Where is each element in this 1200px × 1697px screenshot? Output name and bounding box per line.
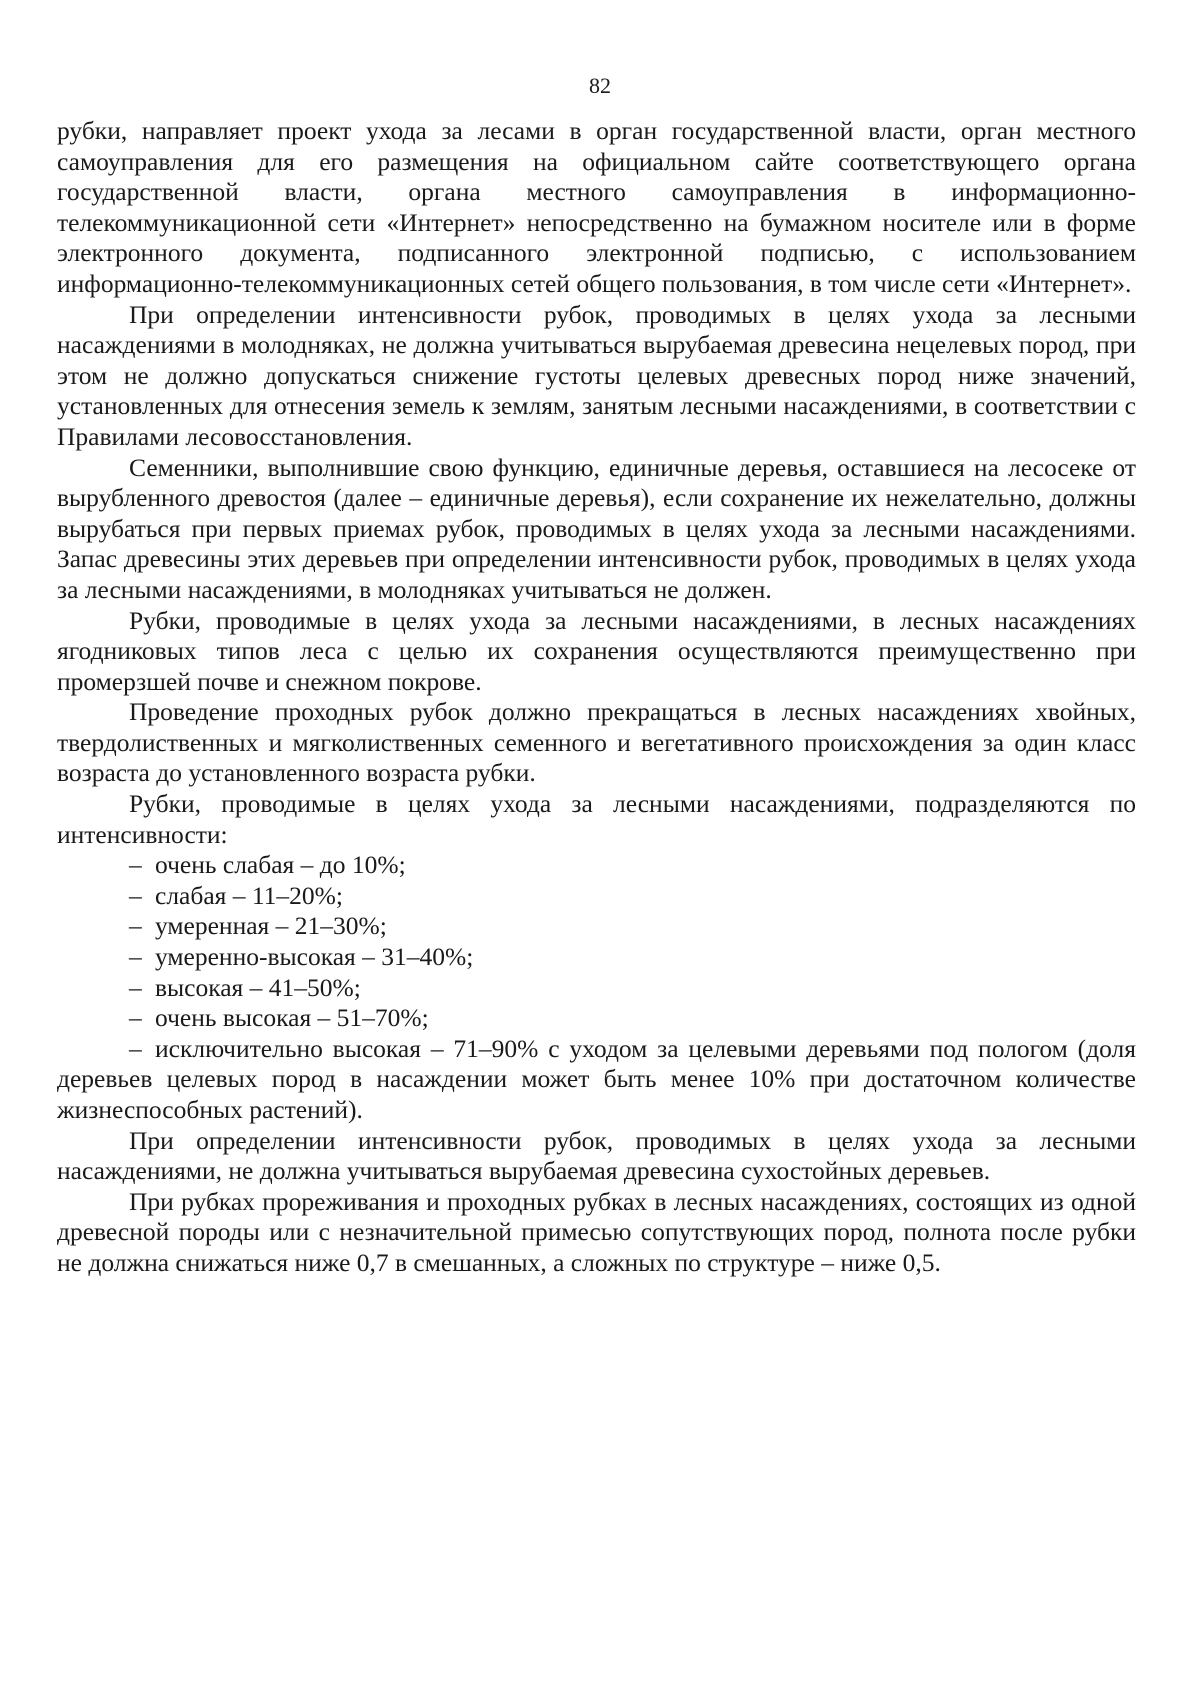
page-number: 82 [589, 73, 611, 98]
list-item [57, 1003, 1136, 1034]
intensity-list [57, 850, 1136, 1125]
list-item-text: умеренная – 21–30%; [155, 911, 387, 941]
document-body [57, 116, 1136, 1279]
list-item-text: высокая – 41–50%; [155, 972, 361, 1002]
list-item [57, 973, 1136, 1004]
list-dash: – [129, 942, 142, 972]
list-item-text: умеренно-высокая – 31–40%; [155, 942, 474, 972]
list-dash: – [129, 850, 142, 880]
list-item-text: исключительно высокая – 71–90% с уходом за целевыми деревьями под пологом (доля деревьев целевых пород в насаждении может быть менее 10% при достаточном количестве жизнеспособных растений). [57, 1033, 1136, 1124]
paragraph-intensity-intro: Рубки, проводимые в целях ухода за лесными насаждениями, подразделяются по интенсивности: [57, 789, 1136, 849]
paragraph-berry-forest-types: Рубки, проводимые в целях ухода за лесными насаждениями, в лесных насаждениях ягодниковых типов леса с целью их сохранения осуществляются преимущественно при промерзшей почве и снежном покрове. [57, 605, 1136, 696]
list-item-text: очень высокая – 51–70%; [155, 1003, 429, 1033]
paragraph-intensity-young-stands: При определении интенсивности рубок, проводимых в целях ухода за лесными насаждениями в молодняках, не должна учитываться вырубаемая древесина нецелевых пород, при этом не должно допускаться снижение густоты целевых древесных пород ниже значений, установленных для отнесения земель к землям, занятым лесными насаждениями, в соответствии с Правилами лесовосстановления. [57, 299, 1136, 451]
list-item [57, 911, 1136, 942]
paragraph-stand-density: При рубках прореживания и проходных рубках в лесных насаждениях, состоящих из одной древесной породы или с незначительной примесью сопутствующих пород, полнота после рубки не должна снижаться ниже 0,7 в смешанных, а сложных по структуре – ниже 0,5. [57, 1186, 1136, 1277]
list-item [57, 850, 1136, 881]
list-dash: – [129, 880, 142, 910]
list-item-text: слабая – 11–20%; [155, 880, 344, 910]
paragraph-continuation: рубки, направляет проект ухода за лесами в орган государственной власти, орган местного самоуправления для его размещения на официальном сайте соответствующего органа государственной власти, органа местного самоуправления в информационно-телекоммуникационной сети «Интернет» непосредственно на бумажном носителе или в форме электронного документа, подписанного электронной подписью, с использованием информационно-телекоммуникационных сетей общего пользования, в том числе сети «Интернет». [57, 116, 1136, 298]
paragraph-thinning-cessation: Проведение проходных рубок должно прекращаться в лесных насаждениях хвойных, твердолиственных и мягколиственных семенного и вегетативного происхождения за один класс возраста до установленного возраста рубки. [57, 697, 1136, 788]
list-dash: – [129, 911, 142, 941]
list-dash: – [129, 1033, 142, 1063]
paragraph-seed-trees: Семенники, выполнившие свою функцию, единичные деревья, оставшиеся на лесосеке от вырубленного древостоя (далее – единичные деревья), если сохранение их нежелательно, должны вырубаться при первых приемах рубок, проводимых в целях ухода за лесными насаждениями. Запас древесины этих деревьев при определении интенсивности рубок, проводимых в целях ухода за лесными насаждениями, в молодняках учитываться не должен. [57, 452, 1136, 604]
list-item [57, 1034, 1136, 1126]
list-dash: – [129, 972, 142, 1002]
paragraph-dead-trees: При определении интенсивности рубок, проводимых в целях ухода за лесными насаждениями, не должна учитываться вырубаемая древесина сухостойных деревьев. [57, 1125, 1136, 1186]
list-dash: – [129, 1003, 142, 1033]
list-item-text: очень слабая – до 10%; [155, 850, 406, 880]
list-item [57, 881, 1136, 912]
list-item [57, 942, 1136, 973]
